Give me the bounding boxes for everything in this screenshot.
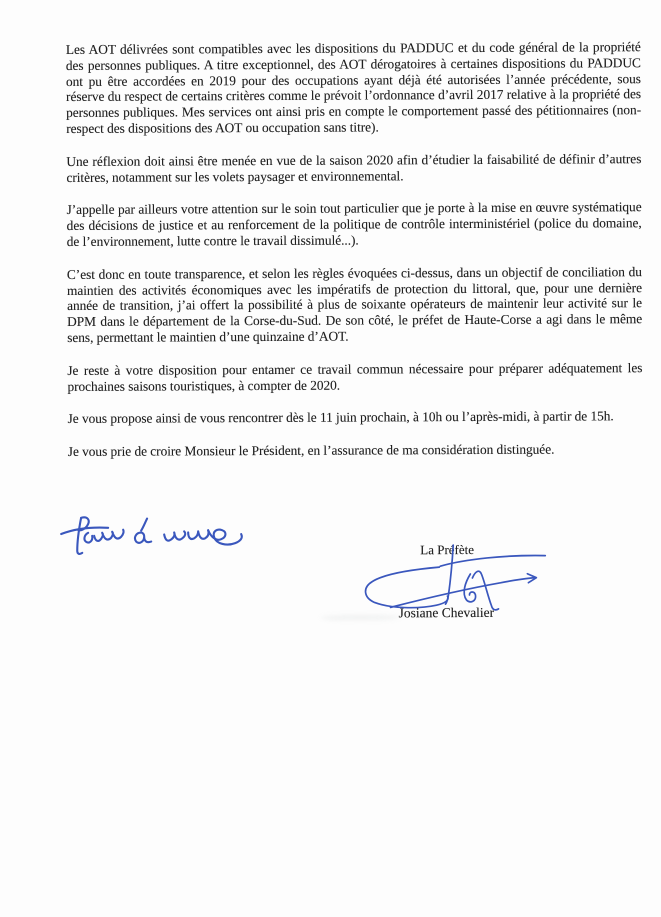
signer-name: Josiane Chevalier bbox=[398, 604, 495, 621]
body-paragraph-4: C’est donc en toute transparence, et selon les règles évoquées ci-dessus, dans un objectif de conciliation du maintien des activités économiques avec les impératifs de protection du littoral, que, pour une dernière année de transition, j’ai offert la possibilité à plus de soixante opérateurs de maintenir leur activité sur le DPM dans le département de la Corse-du-Sud. De son côté, le préfet de Haute-Corse a agi dans le même sens, permettant le maintien d’une quinzaine d’AOT. bbox=[66, 263, 643, 345]
body-paragraph-7: Je vous prie de croire Monsieur le Président, en l’assurance de ma considération distinguée. bbox=[67, 441, 555, 460]
body-paragraph-5: Je reste à votre disposition pour entamer ce travail commun nécessaire pour préparer adéquatement les prochaines saisons touristiques, à compter de 2020. bbox=[67, 359, 643, 394]
body-paragraph-3: J’appelle par ailleurs votre attention sur le soin tout particulier que je porte à la mise en œuvre systématique des décisions de justice et au renforcement de la politique de contrôle interministériel (police du domaine, de l’environnement, lutte contre le travail dissimulé...). bbox=[66, 199, 642, 249]
body-paragraph-2: Une réflexion doit ainsi être menée en vue de la saison 2020 afin d’étudier la faisabilité de définir d’autres critères, notamment sur les volets paysager et environnemental. bbox=[66, 150, 642, 185]
signer-title: La Préfète bbox=[420, 541, 475, 558]
body-paragraph-1: Les AOT délivrées sont compatibles avec les dispositions du PADDUC et du code général de la propriété des personnes publiques. A titre exceptionnel, des AOT dérogatoires à certaines dispositions du PADDUC ont pu être accordées en 2019 pour des occupations ayant déjà été autorisées l’année précédente, sous réserve du respect de certains critères comme le prévoit l’ordonnance d’avril 2017 relative à la propriété des personnes publiques. Mes services ont ainsi pris en compte le comportement passé des pétitionnaires (non-respect des dispositions des AOT ou occupation sans titre). bbox=[65, 39, 642, 136]
scan-smudge bbox=[611, 297, 621, 302]
handwritten-note bbox=[58, 513, 258, 576]
body-paragraph-6: Je vous propose ainsi de vous rencontrer dès le 11 juin prochain, à 10h ou l’après-midi, à partir de 15h. bbox=[67, 408, 614, 427]
